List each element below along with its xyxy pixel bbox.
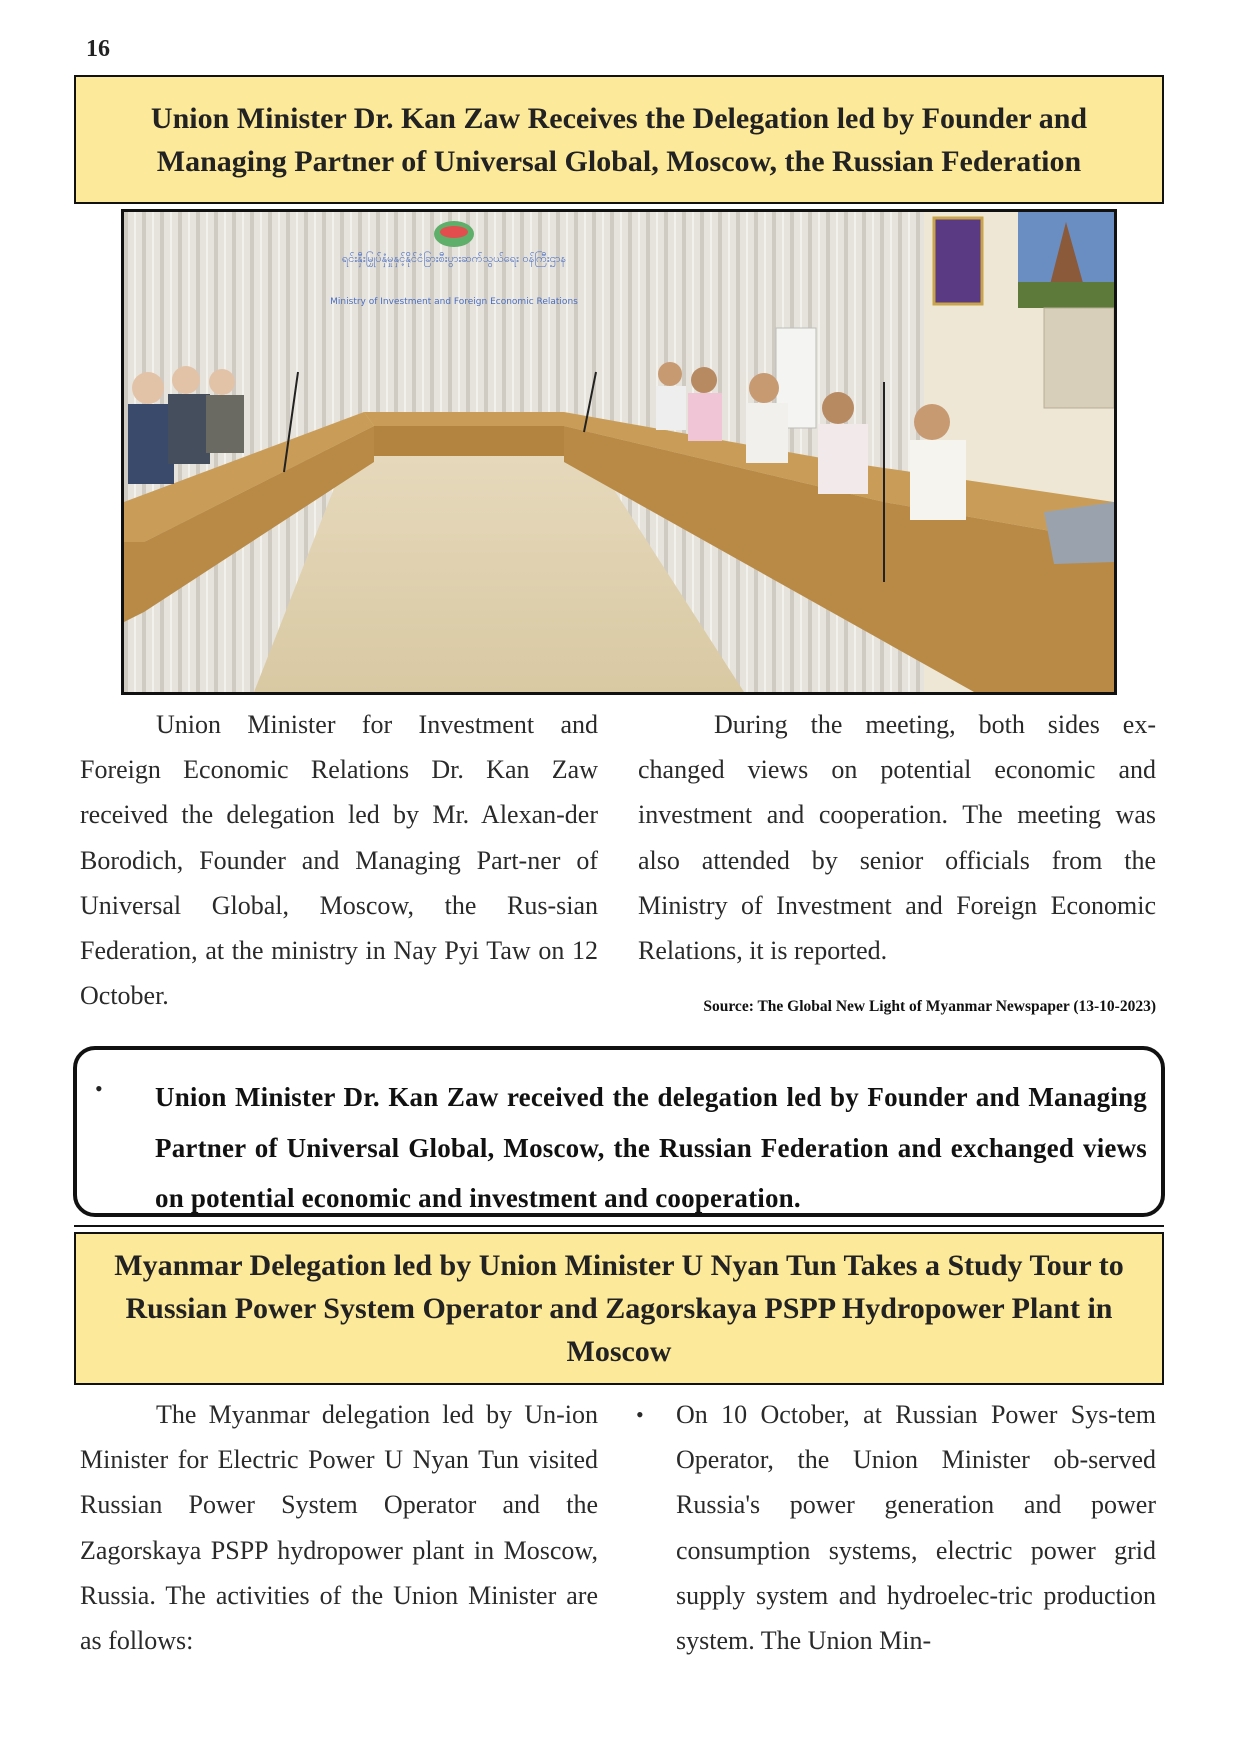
article2-headline: Myanmar Delegation led by Union Minister U Nyan Tun Takes a Study Tour to Russian Power System Operator and Zagorskaya PSPP Hydropower Plant in Moscow — [74, 1232, 1164, 1385]
article1-paragraph-2: During the meeting, both sides ex-changed views on potential economic and investment and cooperation. The meeting was also attended by senior officials from the Ministry of Investment and Foreign Economic Relations, it is reported. — [638, 710, 1156, 966]
article1-source: Source: The Global New Light of Myanmar Newspaper (13-10-2023) — [703, 998, 1156, 1015]
article2-paragraph-2: On 10 October, at Russian Power Sys-tem Operator, the Union Minister ob-served Russia's power generation and power consumption systems, electric power grid supply system and hydroelec-tric production system. The Union Min- — [676, 1400, 1156, 1656]
article2-column-left — [80, 1392, 598, 1663]
article1-column-right — [638, 702, 1156, 973]
article1-column-left — [80, 702, 598, 1018]
article2-divider — [74, 1225, 1164, 1227]
article1-headline: Union Minister Dr. Kan Zaw Receives the Delegation led by Founder and Managing Partner of Universal Global, Moscow, the Russian Federation — [74, 75, 1164, 204]
summary-bullet: • — [95, 1076, 103, 1101]
photo-backdrop-english: Ministry of Investment and Foreign Economic Relations — [330, 297, 578, 307]
meeting-photo — [121, 209, 1117, 695]
article1-paragraph-1: Union Minister for Investment and Foreign Economic Relations Dr. Kan Zaw received the delegation led by Mr. Alexan-der Borodich, Founder and Managing Part-ner of Universal Global, Moscow, the Rus-sian Federation, at the ministry in Nay Pyi Taw on 12 October. — [80, 710, 598, 1011]
article2-paragraph-1: The Myanmar delegation led by Un-ion Minister for Electric Power U Nyan Tun visited Russian Power System Operator and the Zagorskaya PSPP hydropower plant in Moscow, Russia. The activities of the Union Minister are as follows: — [80, 1400, 598, 1656]
article2-bullet: • — [636, 1402, 644, 1427]
article2-column-right — [636, 1392, 1156, 1663]
summary-text: Union Minister Dr. Kan Zaw received the delegation led by Founder and Managing Partner of Universal Global, Moscow, the Russian Federation and exchanged views on potential economic and investment and cooperation. — [155, 1082, 1147, 1213]
page-number: 16 — [86, 36, 110, 62]
summary-box — [73, 1046, 1165, 1217]
photo-backdrop-burmese: ရင်းနှီးမြှုပ်နှံမှုနှင့်နိုင်ငံခြားစီးပွားဆက်သွယ်ရေး ဝန်ကြီးဌာန — [341, 252, 567, 265]
